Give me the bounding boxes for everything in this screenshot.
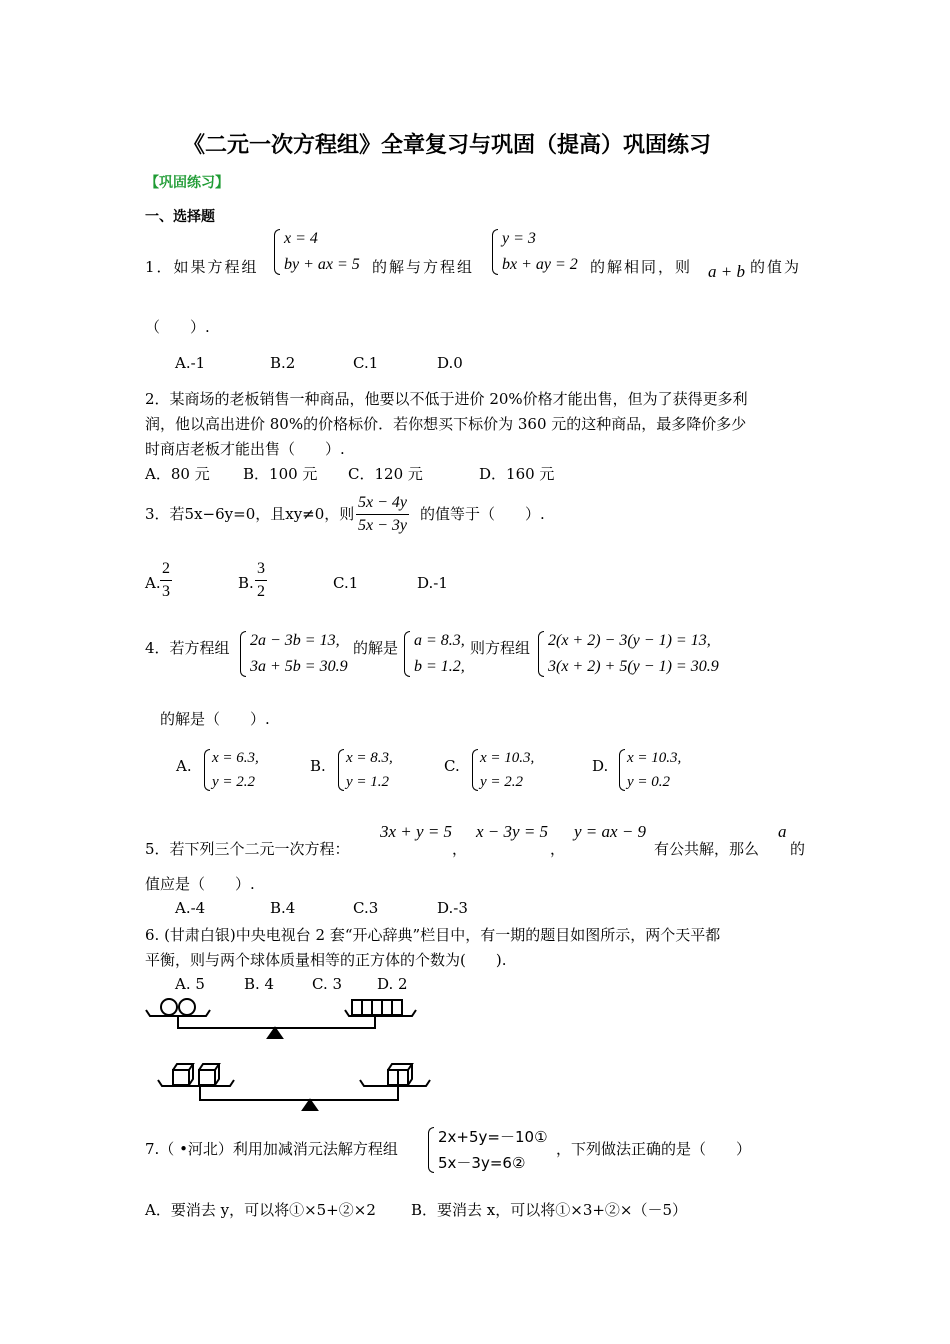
section-tag: 【巩固练习】 [145, 175, 229, 191]
q4-mid-1: 的解是 [353, 639, 399, 657]
q1-sys2-row2: bx + ay = 2 [502, 256, 578, 273]
section-heading: 一、选择题 [145, 209, 215, 225]
q1-option-c: C.1 [353, 354, 379, 372]
q4-sys2-row1: a = 8.3, [414, 632, 465, 649]
q3-suffix: 的值等于（ ）. [420, 505, 545, 523]
q5-variable: a [778, 822, 787, 841]
q6-option-a: A. 5 [175, 975, 205, 993]
q5-option-a: A.-4 [175, 899, 206, 917]
q3-fraction [356, 494, 409, 535]
q4-option-c-row1: x = 10.3, [480, 750, 535, 766]
q4-option-c-row2: y = 2.2 [480, 774, 524, 790]
q5-comma-2: ， [550, 840, 566, 858]
q5-prefix: 5．若下列三个二元一次方程： [145, 840, 350, 858]
q4-sys3-row1: 2(x + 2) − 3(y − 1) = 13, [548, 632, 711, 649]
q1-sys1-row2: by + ax = 5 [284, 256, 360, 273]
q4-option-c-label: C. [444, 757, 460, 775]
cube-icon [362, 1000, 372, 1015]
q4-option-a-row1: x = 6.3, [212, 750, 259, 766]
q2-line-2: 润，他以高出进价 80%的价格标价．若你想买下标价为 360 元的这种商品，最多降价多少 [145, 415, 747, 433]
cube-icon [398, 1070, 408, 1085]
q1-suffix: 的解相同，则 [590, 258, 693, 276]
sphere-icon [179, 999, 195, 1015]
q2-option-d: D．160 元 [479, 465, 555, 483]
q3-prefix: 3．若5x−6y=0，且xy≠0，则 [145, 505, 355, 523]
q4-option-d-row1: x = 10.3, [627, 750, 682, 766]
q1-option-d: D.0 [437, 354, 463, 372]
q4-option-b-system [336, 746, 393, 794]
q3-option-a-num: 2 [160, 560, 172, 581]
q2-line-1: 2．某商场的老板销售一种商品，他要以不低于进价 20%价格才能出售，但为了获得更多利 [145, 390, 748, 408]
q7-sys-row1: 2x+5y=－10① [438, 1128, 548, 1146]
q5-option-c: C.3 [353, 899, 379, 917]
q5-comma-1: ， [452, 840, 468, 858]
q7-prefix: 7.（ •河北）利用加减消元法解方程组 [145, 1140, 398, 1158]
q6-option-c: C. 3 [312, 975, 343, 993]
cube-icon [392, 1000, 402, 1015]
q1-expression: a + b [708, 262, 745, 281]
balance-scale-bottom [158, 1064, 430, 1110]
q3-option-b-den: 2 [257, 583, 265, 600]
page-title: 《二元一次方程组》全章复习与巩固（提高）巩固练习 [183, 133, 712, 158]
q3-option-b-label: B. [238, 574, 254, 592]
q1-option-a: A.-1 [175, 354, 206, 372]
q4-option-b-row1: x = 8.3, [346, 750, 393, 766]
sphere-icon [161, 999, 177, 1015]
q3-option-b-num: 3 [255, 560, 267, 581]
q7-system [426, 1124, 548, 1176]
q5-equation-3: y = ax − 9 [574, 822, 647, 841]
q6-line-2: 平衡，则与两个球体质量相等的正方体的个数为( ). [145, 951, 507, 969]
q3-option-b-fraction [255, 560, 267, 601]
q4-sys1-row2: 3a + 5b = 30.9 [250, 658, 348, 675]
q4-option-d-label: D. [592, 757, 609, 775]
q1-blank: （ ）. [145, 318, 210, 336]
q4-system-3 [536, 628, 719, 680]
q3-denominator: 5x − 3y [358, 517, 407, 534]
q3-option-a-fraction [160, 560, 172, 601]
cube-icon [372, 1000, 382, 1015]
q4-sys3-row2: 3(x + 2) + 5(y − 1) = 30.9 [548, 658, 719, 675]
cube-icon [352, 1000, 362, 1015]
balance-scales-figure [140, 992, 440, 1122]
q5-equation-2: x − 3y = 5 [476, 822, 549, 841]
q5-tail: 的 [790, 840, 806, 858]
q5-equation-1: 3x + y = 5 [380, 822, 453, 841]
q7-option-b: B．要消去 x，可以将①×3+②×（－5） [411, 1201, 688, 1219]
q1-system-2 [490, 226, 578, 278]
q2-option-b: B．100 元 [243, 465, 318, 483]
q1-option-b: B.2 [270, 354, 296, 372]
q1-tail: 的值为 [750, 258, 802, 276]
q4-option-b-row2: y = 1.2 [346, 774, 390, 790]
q3-option-a-label: A. [145, 574, 161, 592]
q4-option-a-system [202, 746, 259, 794]
q4-line-2: 的解是（ ）. [160, 710, 270, 728]
sphere-in-box-icon [173, 1070, 189, 1085]
q6-option-d: D. 2 [377, 975, 408, 993]
q1-prefix: 1．如果方程组 [145, 258, 259, 276]
q2-option-a: A．80 元 [145, 465, 210, 483]
q4-sys2-row2: b = 1.2, [414, 658, 465, 675]
q1-sys1-row1: x = 4 [284, 230, 318, 247]
q3-option-c: C.1 [333, 574, 359, 592]
q1-mid: 的解与方程组 [372, 258, 475, 276]
q4-option-a-row2: y = 2.2 [212, 774, 256, 790]
q5-option-b: B.4 [270, 899, 296, 917]
q7-option-a: A．要消去 y，可以将①×5+②×2 [145, 1201, 376, 1219]
q4-option-b-label: B. [310, 757, 326, 775]
q7-suffix: ，下列做法正确的是（ ） [556, 1140, 752, 1158]
q3-numerator: 5x − 4y [356, 494, 409, 515]
q6-line-1: 6. (甘肃白银)中央电视台 2 套“开心辞典”栏目中，有一期的题目如图所示，两个天平都 [145, 926, 721, 944]
q1-system-1 [272, 226, 360, 278]
q4-option-d-row2: y = 0.2 [627, 774, 671, 790]
q3-option-d: D.-1 [417, 574, 448, 592]
q4-option-a-label: A. [176, 757, 192, 775]
q5-suffix: 有公共解，那么 [654, 840, 760, 858]
q4-option-d-system [617, 746, 681, 794]
q3-option-a-den: 3 [162, 583, 170, 600]
q6-option-b: B. 4 [244, 975, 275, 993]
q7-sys-row2: 5x－3y=6② [438, 1154, 526, 1172]
q4-system-2 [402, 628, 465, 680]
q2-option-c: C．120 元 [348, 465, 423, 483]
q4-option-c-system [470, 746, 534, 794]
q4-prefix: 4．若方程组 [145, 639, 230, 657]
cube-icon [382, 1000, 392, 1015]
q2-line-3: 时商店老板才能出售（ ）. [145, 440, 345, 458]
balance-scale-top [146, 999, 416, 1038]
cube-icon [388, 1070, 398, 1085]
q5-line-2: 值应是（ ）. [145, 875, 255, 893]
q4-sys1-row1: 2a − 3b = 13, [250, 632, 340, 649]
q5-option-d: D.-3 [437, 899, 468, 917]
q4-mid-2: 则方程组 [470, 639, 531, 657]
q1-sys2-row1: y = 3 [502, 230, 536, 247]
q4-system-1 [238, 628, 348, 680]
sphere-in-box-icon [199, 1070, 215, 1085]
